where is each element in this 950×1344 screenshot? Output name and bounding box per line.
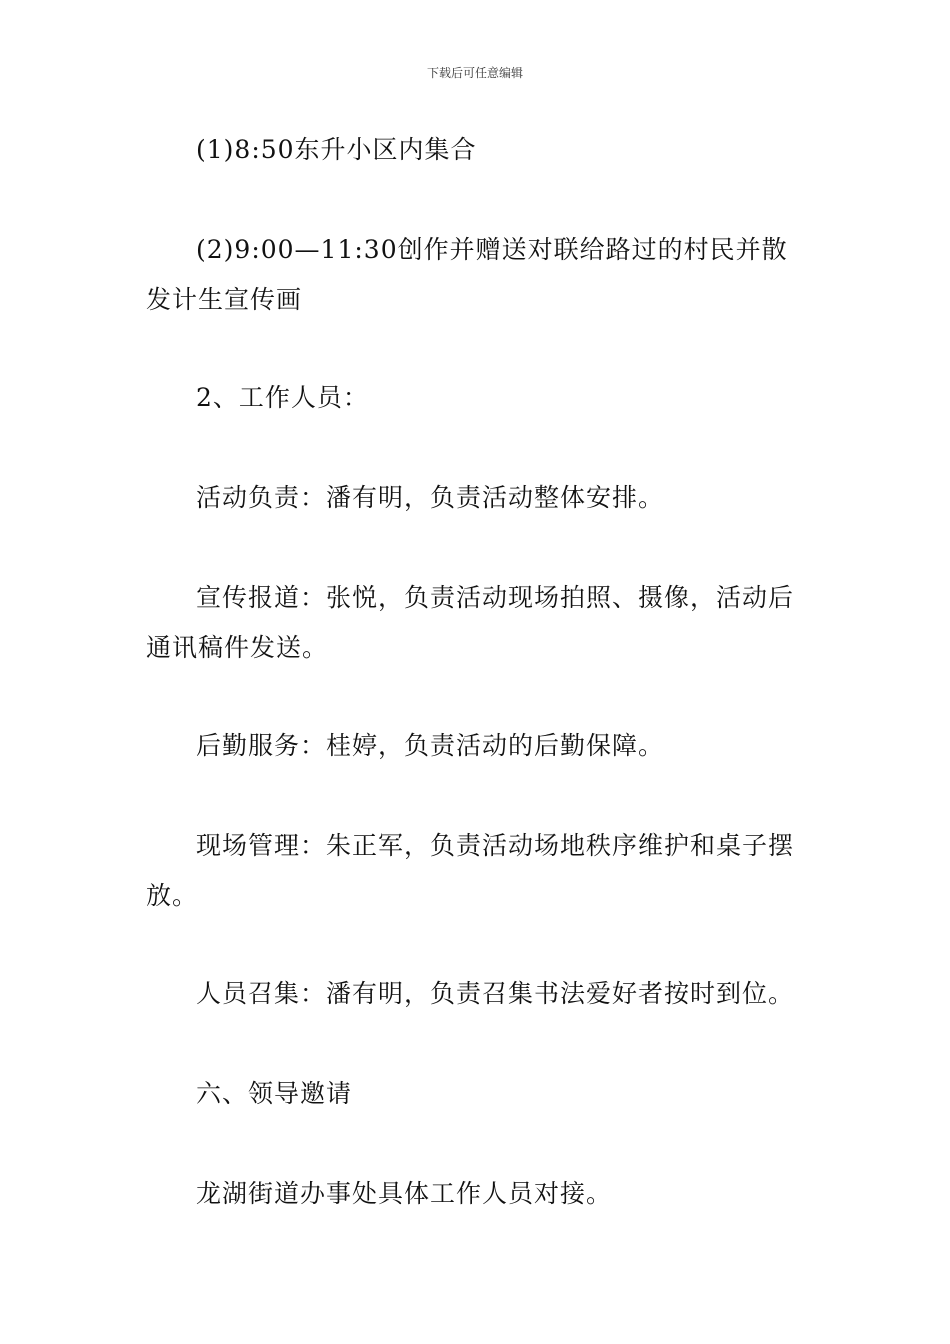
section-heading-invitation: 六、领导邀请 [196,1079,353,1108]
staff-logistics: 后勤服务：桂婷，负责活动的后勤保障。 [196,731,665,760]
schedule-item-2: (2)9:00—11:30创作并赠送对联给路过的村民并散发计生宣传画 [146,235,788,314]
staff-publicity: 宣传报道：张悦，负责活动现场拍照、摄像，活动后通讯稿件发送。 [146,583,795,662]
page-header-note: 下载后可任意编辑 [426,66,523,80]
staff-lead: 活动负责：潘有明，负责活动整体安排。 [196,483,665,512]
staff-site-management: 现场管理：朱正军，负责活动场地秩序维护和桌子摆放。 [146,831,795,910]
invitation-detail: 龙湖街道办事处具体工作人员对接。 [196,1179,613,1208]
staff-recruitment: 人员召集：潘有明，负责召集书法爱好者按时到位。 [196,979,795,1008]
schedule-item-1: (1)8:50东升小区内集合 [196,135,477,164]
section-heading-staff: 2、工作人员： [196,383,369,412]
